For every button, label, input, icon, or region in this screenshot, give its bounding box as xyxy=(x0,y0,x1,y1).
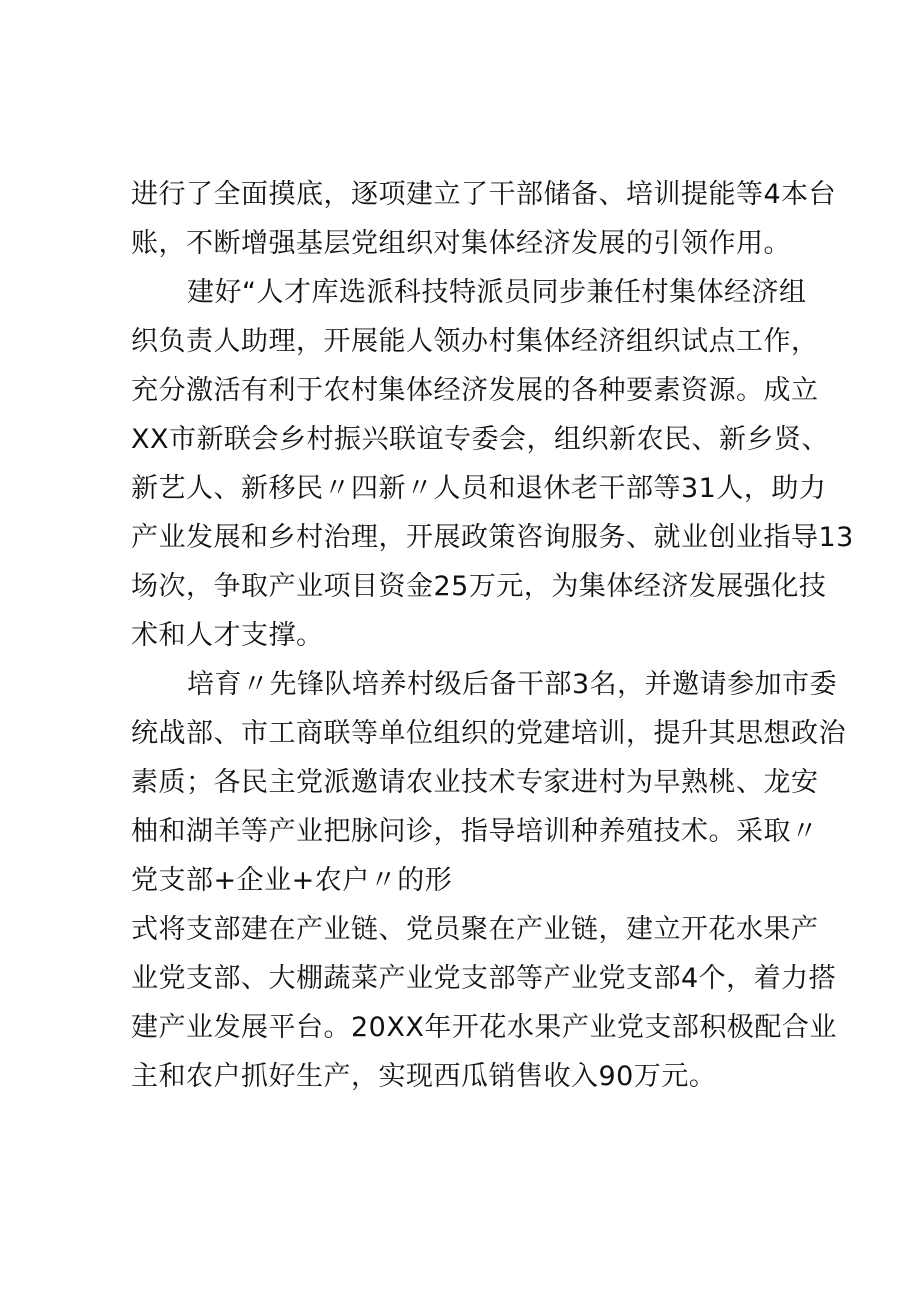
paragraph-line: 培育〃先锋队培养村级后备干部3名，并邀请参加市委 xyxy=(187,669,838,700)
document-body xyxy=(131,170,854,1101)
paragraph-line: 新艺人、新移民〃四新〃人员和退休老干部等31人，助力 xyxy=(131,473,827,504)
paragraph-line: 进行了全面摸底，逐项建立了干部储备、培训提能等4本台 xyxy=(131,179,837,210)
paragraph-line: 充分激活有利于农村集体经济发展的各种要素资源。成立 xyxy=(131,375,819,406)
paragraph-line: 织负责人助理，开展能人领办村集体经济组织试点工作， xyxy=(131,326,819,357)
paragraph-line: 术和人才支撑。 xyxy=(131,620,324,651)
paragraph-line: 建好“人才库选派科技特派员同步兼任村集体经济组 xyxy=(187,277,807,308)
paragraph-line: 素质；各民主党派邀请农业技术专家进村为早熟桃、龙安 xyxy=(131,767,819,798)
paragraph-line: 产业发展和乡村治理，开展政策咨询服务、就业创业指导13 xyxy=(131,522,854,553)
paragraph-line: 式将支部建在产业链、党员聚在产业链，建立开花水果产 xyxy=(131,914,819,945)
paragraph-line: 柚和湖羊等产业把脉问诊，指导培训种养殖技术。采取〃 xyxy=(131,816,819,847)
paragraph-line: 建产业发展平台。20XX年开花水果产业党支部积极配合业 xyxy=(131,1012,837,1043)
paragraph-line: 主和农户抓好生产，实现西瓜销售收入90万元。 xyxy=(131,1061,717,1092)
paragraph-line: 统战部、市工商联等单位组织的党建培训，提升其思想政治 xyxy=(131,718,846,749)
paragraph-line: 业党支部、大棚蔬菜产业党支部等产业党支部4个，着力搭 xyxy=(131,963,837,994)
paragraph-line: XX市新联会乡村振兴联谊专委会，组织新农民、新乡贤、 xyxy=(131,424,829,455)
paragraph-line: 账，不断增强基层党组织对集体经济发展的引领作用。 xyxy=(131,228,791,259)
paragraph-line: 党支部+企业+农户〃的形 xyxy=(131,865,453,896)
paragraph-line: 场次，争取产业项目资金25万元，为集体经济发展强化技 xyxy=(131,571,827,602)
